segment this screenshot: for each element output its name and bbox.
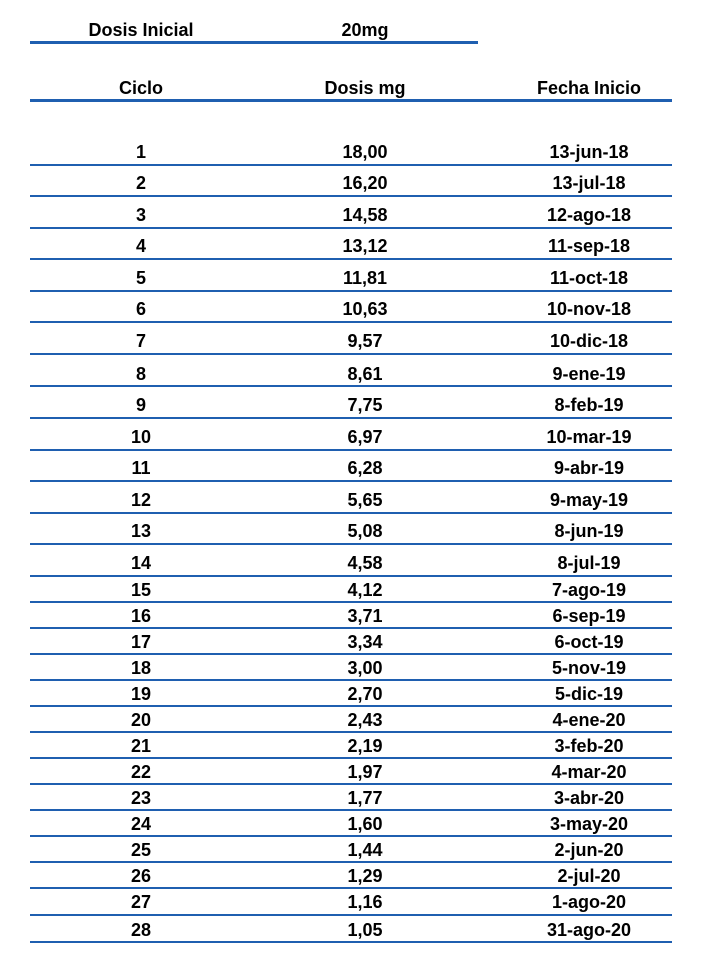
cell-dosis: 5,08 <box>347 521 383 541</box>
cell-ciclo: 27 <box>130 892 152 912</box>
cell-ciclo: 1 <box>135 142 146 162</box>
cell-dosis: 3,00 <box>347 658 383 678</box>
cell-dosis: 1,05 <box>347 920 383 940</box>
row-divider <box>30 385 672 387</box>
cell-fecha: 2-jul-20 <box>557 866 621 886</box>
cell-dosis: 1,16 <box>347 892 383 912</box>
cell-fecha: 9-may-19 <box>549 490 629 510</box>
cell-ciclo: 14 <box>130 553 152 573</box>
row-divider <box>30 543 672 545</box>
cell-fecha: 8-jun-19 <box>554 521 624 541</box>
cell-ciclo: 5 <box>135 268 146 288</box>
row-divider <box>30 575 672 577</box>
row-divider <box>30 914 672 916</box>
cell-dosis: 14,58 <box>342 205 388 225</box>
cell-dosis: 4,12 <box>347 580 383 600</box>
header-ciclo: Ciclo <box>118 78 163 98</box>
row-divider <box>30 731 672 733</box>
row-divider <box>30 258 672 260</box>
cell-ciclo: 22 <box>130 762 152 782</box>
cell-fecha: 10-nov-18 <box>546 299 632 319</box>
cell-dosis: 2,70 <box>347 684 383 704</box>
cell-ciclo: 13 <box>130 521 152 541</box>
row-divider <box>30 783 672 785</box>
cell-fecha: 3-feb-20 <box>554 736 624 756</box>
cell-dosis: 6,28 <box>347 458 383 478</box>
cell-ciclo: 28 <box>130 920 152 940</box>
cell-fecha: 10-mar-19 <box>546 427 632 447</box>
cell-dosis: 1,77 <box>347 788 383 808</box>
row-divider <box>30 449 672 451</box>
cell-ciclo: 2 <box>135 173 146 193</box>
row-divider <box>30 601 672 603</box>
cell-dosis: 10,63 <box>342 299 388 319</box>
row-divider <box>30 887 672 889</box>
cell-dosis: 2,19 <box>347 736 383 756</box>
row-divider <box>30 195 672 197</box>
cell-dosis: 6,97 <box>347 427 383 447</box>
cell-ciclo: 4 <box>135 236 146 256</box>
row-divider <box>30 705 672 707</box>
cell-ciclo: 8 <box>135 364 146 384</box>
cell-dosis: 7,75 <box>347 395 383 415</box>
cell-dosis: 2,43 <box>347 710 383 730</box>
cell-fecha: 5-nov-19 <box>551 658 627 678</box>
cell-dosis: 3,71 <box>347 606 383 626</box>
cell-dosis: 9,57 <box>347 331 383 351</box>
row-divider <box>30 679 672 681</box>
cell-fecha: 9-ene-19 <box>552 364 626 384</box>
cell-fecha: 10-dic-18 <box>549 331 629 351</box>
cell-fecha: 8-feb-19 <box>554 395 624 415</box>
cell-dosis: 4,58 <box>347 553 383 573</box>
cell-ciclo: 11 <box>131 458 151 478</box>
cell-fecha: 6-oct-19 <box>554 632 624 652</box>
cell-ciclo: 19 <box>130 684 152 704</box>
cell-fecha: 3-abr-20 <box>553 788 625 808</box>
cell-ciclo: 24 <box>130 814 152 834</box>
cell-ciclo: 20 <box>130 710 152 730</box>
row-divider <box>30 941 672 943</box>
cell-fecha: 8-jul-19 <box>557 553 621 573</box>
initial-dose-underline <box>30 41 478 44</box>
cell-dosis: 11,81 <box>342 268 388 288</box>
cell-ciclo: 21 <box>130 736 152 756</box>
row-divider <box>30 835 672 837</box>
cell-dosis: 1,29 <box>347 866 383 886</box>
cell-dosis: 1,60 <box>347 814 383 834</box>
cell-ciclo: 18 <box>130 658 152 678</box>
cell-ciclo: 25 <box>130 840 152 860</box>
cell-fecha: 4-ene-20 <box>552 710 626 730</box>
header-fecha: Fecha Inicio <box>536 78 642 98</box>
cell-ciclo: 6 <box>135 299 146 319</box>
cell-ciclo: 12 <box>130 490 152 510</box>
row-divider <box>30 627 672 629</box>
cell-ciclo: 23 <box>130 788 152 808</box>
cell-ciclo: 26 <box>130 866 152 886</box>
row-divider <box>30 480 672 482</box>
row-divider <box>30 809 672 811</box>
header-dosis: Dosis mg <box>324 78 406 98</box>
cell-dosis: 1,44 <box>347 840 383 860</box>
cell-ciclo: 17 <box>130 632 152 652</box>
cell-dosis: 8,61 <box>347 364 383 384</box>
cell-ciclo: 7 <box>135 331 146 351</box>
cell-fecha: 9-abr-19 <box>553 458 625 478</box>
row-divider <box>30 653 672 655</box>
cell-fecha: 7-ago-19 <box>551 580 627 600</box>
cell-fecha: 3-may-20 <box>549 814 629 834</box>
cell-ciclo: 3 <box>135 205 146 225</box>
cell-fecha: 1-ago-20 <box>551 892 627 912</box>
row-divider <box>30 861 672 863</box>
row-divider <box>30 321 672 323</box>
cell-fecha: 11-sep-18 <box>547 236 631 256</box>
cell-fecha: 13-jun-18 <box>549 142 629 162</box>
cell-ciclo: 10 <box>130 427 152 447</box>
row-divider <box>30 164 672 166</box>
header-underline <box>30 99 672 102</box>
cell-fecha: 11-oct-18 <box>549 268 629 288</box>
row-divider <box>30 512 672 514</box>
cell-ciclo: 9 <box>135 395 146 415</box>
cell-fecha: 5-dic-19 <box>554 684 624 704</box>
row-divider <box>30 417 672 419</box>
cell-fecha: 13-jul-18 <box>552 173 626 193</box>
cell-fecha: 6-sep-19 <box>552 606 626 626</box>
cell-fecha: 2-jun-20 <box>554 840 624 860</box>
cell-dosis: 18,00 <box>342 142 388 162</box>
cell-dosis: 13,12 <box>342 236 388 256</box>
cell-dosis: 3,34 <box>347 632 383 652</box>
row-divider <box>30 353 672 355</box>
cell-ciclo: 15 <box>130 580 152 600</box>
cell-fecha: 31-ago-20 <box>546 920 632 940</box>
initial-dose-value: 20mg <box>341 20 389 40</box>
row-divider <box>30 290 672 292</box>
row-divider <box>30 757 672 759</box>
row-divider <box>30 227 672 229</box>
cell-dosis: 16,20 <box>342 173 388 193</box>
initial-dose-label: Dosis Inicial <box>88 20 194 40</box>
cell-fecha: 12-ago-18 <box>546 205 632 225</box>
cell-fecha: 4-mar-20 <box>551 762 627 782</box>
cell-dosis: 1,97 <box>347 762 383 782</box>
cell-dosis: 5,65 <box>347 490 383 510</box>
cell-ciclo: 16 <box>130 606 152 626</box>
